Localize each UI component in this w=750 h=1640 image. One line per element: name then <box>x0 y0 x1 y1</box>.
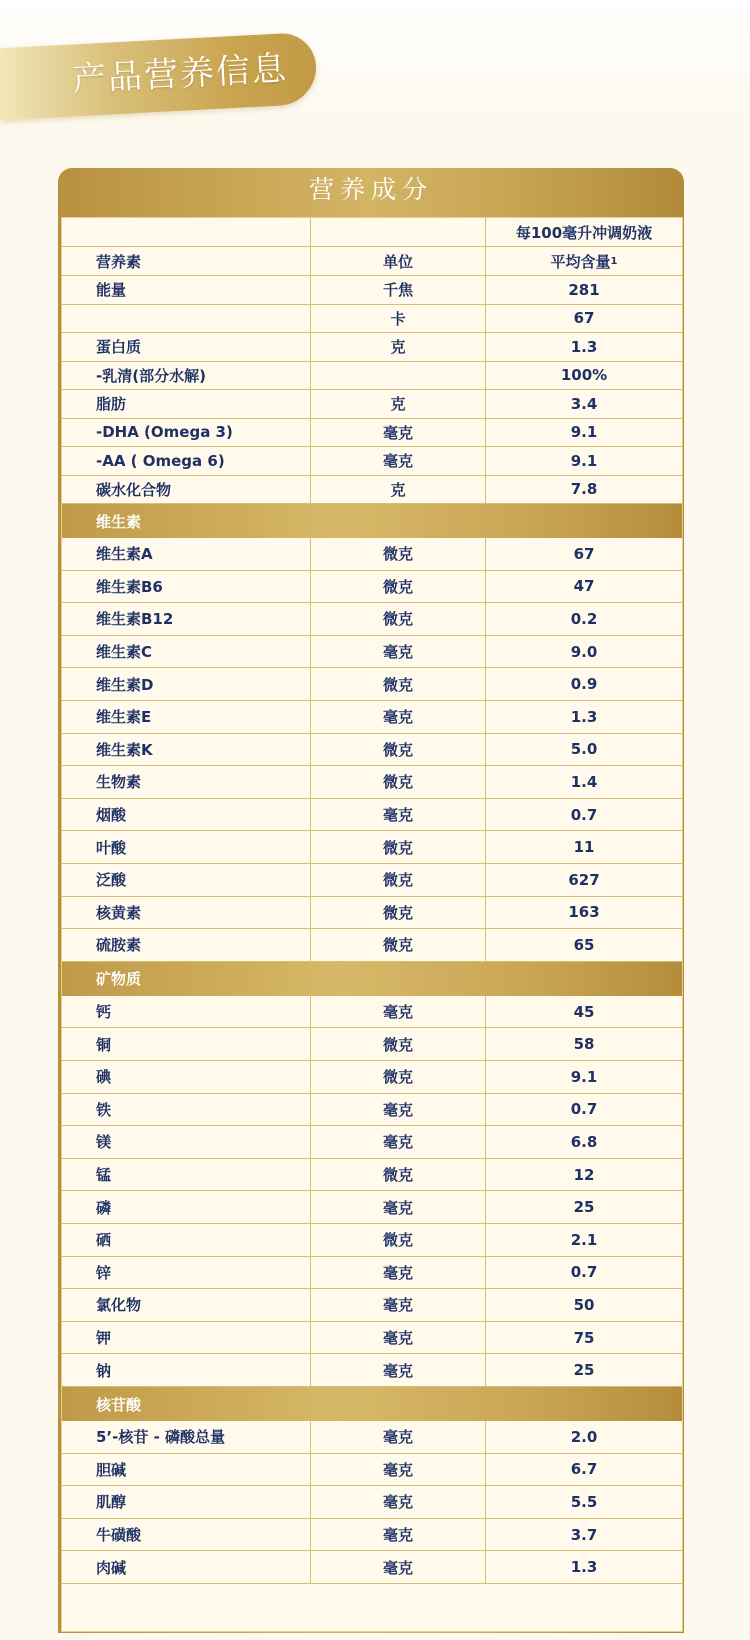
nutrient-unit: 毫克 <box>311 1421 486 1453</box>
nutrient-unit: 毫克 <box>311 447 486 475</box>
nutrient-name: 泛酸 <box>62 864 311 896</box>
header-row-1 <box>62 218 682 247</box>
nutrient-name: 维生素D <box>62 668 311 700</box>
table-row <box>62 1322 682 1355</box>
nutrient-value: 25 <box>573 1361 595 1380</box>
nutrient-unit: 千焦 <box>311 276 486 304</box>
nutrient-value: 9.1 <box>570 423 598 442</box>
nutrient-name: 能量 <box>62 276 311 304</box>
nutrient-unit: 毫克 <box>311 636 486 668</box>
nutrient-name: 维生素B6 <box>62 571 311 603</box>
nutrient-unit: 微克 <box>311 1159 486 1191</box>
nutrient-unit: 微克 <box>311 1028 486 1060</box>
nutrient-value: 0.7 <box>570 805 598 824</box>
header-per-label: 每100毫升冲调奶液 <box>515 223 653 242</box>
nutrient-value: 0.9 <box>570 675 598 694</box>
table-row <box>62 476 682 505</box>
table-row <box>62 1126 682 1159</box>
table-row <box>62 333 682 362</box>
nutrient-name: 蛋白质 <box>62 333 311 361</box>
nutrient-unit: 毫克 <box>311 1094 486 1126</box>
header-row-2 <box>62 247 682 276</box>
table-row <box>62 447 682 476</box>
nutrient-unit: 毫克 <box>311 701 486 733</box>
nutrient-name: 钾 <box>62 1322 311 1354</box>
nutrition-table <box>61 217 683 1632</box>
nutrient-value: 11 <box>573 838 595 857</box>
nutrient-unit: 毫克 <box>311 1519 486 1551</box>
nutrient-name: 牛磺酸 <box>62 1519 311 1551</box>
nutrient-name: 5’-核苷 - 磷酸总量 <box>62 1421 311 1453</box>
nutrient-value: 9.0 <box>570 642 598 661</box>
nutrient-name: 碳水化合物 <box>62 476 311 504</box>
nutrient-value: 67 <box>573 309 595 328</box>
nutrient-unit: 微克 <box>311 603 486 635</box>
nutrient-value: 67 <box>573 544 595 563</box>
nutrient-name: 氯化物 <box>62 1289 311 1321</box>
nutrient-name: 铜 <box>62 1028 311 1060</box>
nutrient-value: 9.1 <box>570 451 598 470</box>
nutrient-value: 25 <box>573 1198 595 1217</box>
nutrient-value: 0.2 <box>570 609 598 628</box>
nutrient-value: 45 <box>573 1002 595 1021</box>
nutrient-unit: 毫克 <box>311 799 486 831</box>
nutrient-value: 2.1 <box>570 1230 598 1249</box>
nutrient-name: 钙 <box>62 996 311 1028</box>
nutrient-name: 碘 <box>62 1061 311 1093</box>
nutrient-unit: 毫克 <box>311 1126 486 1158</box>
nutrient-unit: 微克 <box>311 864 486 896</box>
nutrient-value: 75 <box>573 1328 595 1347</box>
table-row <box>62 864 682 897</box>
table-row <box>62 1289 682 1322</box>
nutrient-name: 锌 <box>62 1257 311 1289</box>
table-row <box>62 668 682 701</box>
table-row <box>62 1094 682 1127</box>
section-header: 矿物质 <box>62 962 682 996</box>
nutrient-name: 叶酸 <box>62 831 311 863</box>
banner-title: 产品营养信息 <box>71 48 289 100</box>
table-row <box>62 276 682 305</box>
nutrient-name: 核黄素 <box>62 897 311 929</box>
nutrient-name <box>62 305 311 333</box>
table-title: 营养成分 <box>308 175 433 204</box>
nutrient-value: 3.4 <box>570 394 598 413</box>
nutrient-value: 47 <box>573 577 595 596</box>
table-row <box>62 1551 682 1584</box>
nutrient-value: 65 <box>573 935 595 954</box>
table-row <box>62 603 682 636</box>
table-row <box>62 1486 682 1519</box>
nutrient-unit: 毫克 <box>311 1486 486 1518</box>
nutrient-value: 6.8 <box>570 1132 598 1151</box>
nutrient-name: 烟酸 <box>62 799 311 831</box>
nutrient-value: 0.7 <box>570 1263 598 1282</box>
header-avg-label: 平均含量 <box>550 252 611 271</box>
table-row <box>62 1421 682 1454</box>
nutrient-name: 肉碱 <box>62 1551 311 1583</box>
table-row <box>62 419 682 448</box>
table-row <box>62 1519 682 1552</box>
table-row <box>62 1061 682 1094</box>
nutrient-unit: 毫克 <box>311 1322 486 1354</box>
table-row <box>62 305 682 334</box>
footnote-mark: 1 <box>610 255 618 267</box>
nutrient-name: 硫胺素 <box>62 929 311 961</box>
nutrient-unit: 毫克 <box>311 1354 486 1386</box>
nutrient-name: 磷 <box>62 1191 311 1223</box>
nutrient-value: 1.3 <box>570 1558 598 1577</box>
nutrient-unit: 毫克 <box>311 1257 486 1289</box>
nutrient-unit: 毫克 <box>311 1551 486 1583</box>
nutrient-name: 胆碱 <box>62 1454 311 1486</box>
table-row <box>62 390 682 419</box>
header-unit-label: 单位 <box>311 247 486 275</box>
nutrient-unit: 微克 <box>311 831 486 863</box>
nutrient-unit: 克 <box>311 333 486 361</box>
table-row <box>62 996 682 1029</box>
table-row <box>62 1159 682 1192</box>
table-row <box>62 831 682 864</box>
nutrient-value: 5.0 <box>570 740 598 759</box>
table-row <box>62 799 682 832</box>
nutrient-value: 1.3 <box>570 337 598 356</box>
nutrient-unit: 毫克 <box>311 1191 486 1223</box>
nutrient-value: 5.5 <box>570 1492 598 1511</box>
nutrient-name: 脂肪 <box>62 390 311 418</box>
nutrient-unit: 毫克 <box>311 419 486 447</box>
nutrient-value: 1.4 <box>570 772 598 791</box>
section-header: 核苷酸 <box>62 1387 682 1421</box>
nutrient-name: -乳清(部分水解) <box>62 362 311 390</box>
nutrient-unit: 克 <box>311 390 486 418</box>
header-empty-cell <box>62 218 311 246</box>
table-row <box>62 1224 682 1257</box>
nutrient-unit: 微克 <box>311 1061 486 1093</box>
nutrient-value: 1.3 <box>570 707 598 726</box>
nutrient-value: 100% <box>560 366 608 385</box>
nutrient-value: 3.7 <box>570 1525 598 1544</box>
header-nutrient-label: 营养素 <box>62 247 311 275</box>
table-row <box>62 734 682 767</box>
nutrient-unit: 微克 <box>311 897 486 929</box>
table-row <box>62 1257 682 1290</box>
nutrient-value: 50 <box>573 1295 595 1314</box>
table-row <box>62 571 682 604</box>
nutrient-unit: 克 <box>311 476 486 504</box>
table-row <box>62 1354 682 1387</box>
nutrient-value: 6.7 <box>570 1460 598 1479</box>
nutrient-name: -DHA (Omega 3) <box>62 419 311 447</box>
nutrient-unit: 毫克 <box>311 1289 486 1321</box>
nutrient-value: 2.0 <box>570 1427 598 1446</box>
table-row <box>62 897 682 930</box>
table-row <box>62 1454 682 1487</box>
nutrient-value: 163 <box>568 903 600 922</box>
nutrient-unit: 微克 <box>311 734 486 766</box>
nutrient-unit: 微克 <box>311 766 486 798</box>
nutrient-unit: 微克 <box>311 1224 486 1256</box>
nutrient-value: 627 <box>568 870 600 889</box>
nutrient-name: 镁 <box>62 1126 311 1158</box>
nutrient-name: 生物素 <box>62 766 311 798</box>
nutrient-unit: 微克 <box>311 538 486 570</box>
table-row <box>62 362 682 391</box>
nutrient-name: 维生素B12 <box>62 603 311 635</box>
nutrition-card <box>58 168 684 1633</box>
nutrient-unit: 毫克 <box>311 996 486 1028</box>
nutrient-unit: 卡 <box>311 305 486 333</box>
nutrient-unit: 毫克 <box>311 1454 486 1486</box>
nutrient-name: 硒 <box>62 1224 311 1256</box>
nutrient-name: 锰 <box>62 1159 311 1191</box>
nutrient-value: 7.8 <box>570 480 598 499</box>
nutrient-unit: 微克 <box>311 571 486 603</box>
nutrient-unit: 微克 <box>311 929 486 961</box>
nutrient-name: 维生素C <box>62 636 311 668</box>
table-row <box>62 636 682 669</box>
table-row <box>62 929 682 962</box>
nutrient-value: 281 <box>568 280 600 299</box>
nutrient-unit: 微克 <box>311 668 486 700</box>
nutrient-name: 肌醇 <box>62 1486 311 1518</box>
nutrient-name: 铁 <box>62 1094 311 1126</box>
table-row <box>62 1028 682 1061</box>
nutrient-value: 58 <box>573 1035 595 1054</box>
nutrient-name: 维生素E <box>62 701 311 733</box>
nutrient-name: 维生素K <box>62 734 311 766</box>
nutrient-value: 9.1 <box>570 1067 598 1086</box>
nutrient-name: 维生素A <box>62 538 311 570</box>
header-avg-cell <box>486 247 682 275</box>
nutrient-value: 0.7 <box>570 1100 598 1119</box>
nutrient-name: -AA ( Omega 6) <box>62 447 311 475</box>
table-row <box>62 1191 682 1224</box>
nutrient-value: 12 <box>573 1165 595 1184</box>
header-empty-cell <box>311 218 486 246</box>
table-row <box>62 538 682 571</box>
table-row <box>62 701 682 734</box>
nutrient-unit <box>311 362 486 390</box>
table-row <box>62 766 682 799</box>
nutrient-name: 钠 <box>62 1354 311 1386</box>
section-header: 维生素 <box>62 504 682 538</box>
